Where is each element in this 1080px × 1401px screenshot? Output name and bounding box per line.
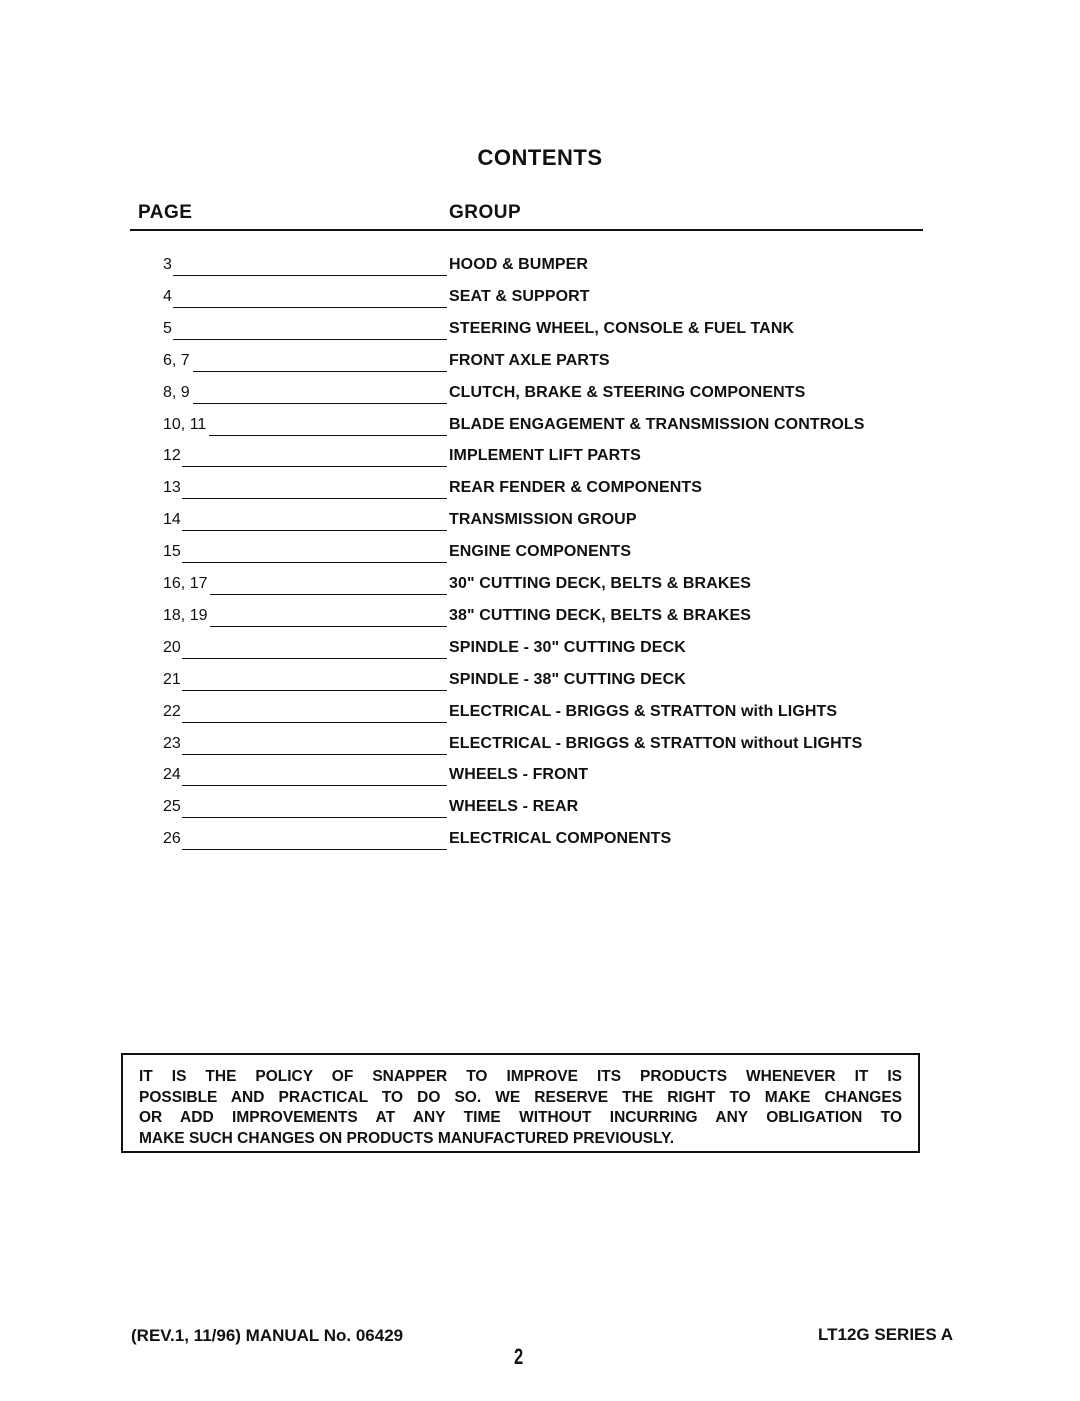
- entry-page-number: 15: [163, 543, 181, 561]
- entry-page-number: 5: [163, 319, 172, 337]
- entry-page-number: 18, 19: [163, 606, 208, 624]
- page-title: CONTENTS: [477, 145, 603, 170]
- contents-entry: [0, 479, 1080, 501]
- entry-page-number: 20: [163, 638, 181, 656]
- contents-entry: [0, 416, 1080, 438]
- contents-entry: [0, 511, 1080, 533]
- contents-entry: [0, 320, 1080, 342]
- entry-group-title: HOOD & BUMPER: [449, 256, 589, 273]
- contents-entry: [0, 735, 1080, 757]
- entry-leader-line: [182, 817, 447, 818]
- entry-page-number: 14: [163, 511, 181, 529]
- entry-group-title: ELECTRICAL - BRIGGS & STRATTON without LIGHTS: [449, 734, 863, 752]
- contents-entry: [0, 384, 1080, 406]
- entry-group-title: WHEELS - REAR: [449, 798, 579, 816]
- contents-entry: [0, 703, 1080, 725]
- entry-group-title: STEERING WHEEL, CONSOLE & FUEL TANK: [449, 319, 795, 337]
- entry-group-title: TRANSMISSION GROUP: [449, 511, 637, 529]
- entry-group-title: SPINDLE - 30" CUTTING DECK: [449, 638, 686, 656]
- entry-leader-line: [210, 594, 447, 595]
- entry-page-number: 23: [163, 734, 181, 752]
- entry-group-title: SEAT & SUPPORT: [449, 287, 590, 305]
- entry-leader-line: [182, 754, 447, 755]
- entry-leader-line: [182, 562, 447, 563]
- entry-page-number: 13: [163, 479, 181, 497]
- entry-leader-line: [182, 658, 447, 659]
- entry-page-number: 22: [163, 702, 181, 720]
- entry-group-title: 38" CUTTING DECK, BELTS & BRAKES: [449, 606, 752, 624]
- policy-notice-line: IT IS THE POLICY OF SNAPPER TO IMPROVE ITS PRODUCTS WHENEVER IT IS: [139, 1068, 902, 1085]
- series-label: LT12G SERIES A: [818, 1325, 954, 1344]
- entry-group-title: BLADE ENGAGEMENT & TRANSMISSION CONTROLS: [449, 415, 865, 433]
- entry-leader-line: [182, 466, 447, 467]
- entry-group-title: 30" CUTTING DECK, BELTS & BRAKES: [449, 575, 752, 592]
- entry-page-number: 10, 11: [163, 415, 207, 433]
- entry-page-number: 6, 7: [163, 351, 190, 369]
- entry-leader-line: [182, 498, 447, 499]
- contents-entry: [0, 575, 1080, 597]
- entry-page-number: 12: [163, 447, 181, 465]
- contents-entry: [0, 256, 1080, 278]
- contents-entry: [0, 447, 1080, 469]
- entry-leader-line: [182, 530, 447, 531]
- entry-group-title: FRONT AXLE PARTS: [449, 351, 610, 369]
- entry-leader-line: [182, 849, 447, 850]
- entry-group-title: ENGINE COMPONENTS: [449, 543, 632, 561]
- entry-leader-line: [210, 626, 447, 627]
- entry-group-title: WHEELS - FRONT: [449, 766, 589, 784]
- entry-leader-line: [173, 307, 447, 308]
- entry-leader-line: [193, 403, 447, 404]
- page-number: 2: [514, 1344, 524, 1369]
- entry-page-number: 24: [163, 766, 181, 784]
- entry-group-title: IMPLEMENT LIFT PARTS: [449, 447, 641, 465]
- policy-notice-line: MAKE SUCH CHANGES ON PRODUCTS MANUFACTURED PREVIOUSLY.: [139, 1129, 675, 1147]
- contents-entry: [0, 288, 1080, 310]
- contents-entry: [0, 766, 1080, 788]
- contents-entry: [0, 830, 1080, 852]
- entry-leader-line: [209, 435, 447, 436]
- column-header-group: GROUP: [449, 202, 522, 223]
- manual-revision: (REV.1, 11/96) MANUAL No. 06429: [131, 1326, 404, 1345]
- entry-leader-line: [182, 690, 447, 691]
- contents-entry: [0, 671, 1080, 693]
- contents-entry: [0, 798, 1080, 820]
- entry-page-number: 3: [163, 256, 172, 273]
- entry-group-title: ELECTRICAL - BRIGGS & STRATTON with LIGHTS: [449, 702, 838, 720]
- contents-entry: [0, 352, 1080, 374]
- entry-group-title: SPINDLE - 38" CUTTING DECK: [449, 670, 686, 688]
- header-divider: [130, 229, 923, 231]
- entry-leader-line: [182, 785, 447, 786]
- contents-entry: [0, 543, 1080, 565]
- entry-leader-line: [173, 275, 447, 276]
- entry-page-number: 8, 9: [163, 383, 190, 401]
- entry-page-number: 26: [163, 830, 181, 848]
- entry-group-title: CLUTCH, BRAKE & STEERING COMPONENTS: [449, 383, 806, 401]
- column-header-page: PAGE: [138, 202, 193, 223]
- entry-page-number: 4: [163, 287, 172, 305]
- entry-group-title: ELECTRICAL COMPONENTS: [449, 830, 672, 848]
- policy-notice-line: OR ADD IMPROVEMENTS AT ANY TIME WITHOUT INCURRING ANY OBLIGATION TO: [139, 1109, 902, 1126]
- entry-page-number: 16, 17: [163, 575, 208, 592]
- entry-page-number: 25: [163, 798, 181, 816]
- entry-leader-line: [182, 722, 447, 723]
- entry-leader-line: [193, 371, 447, 372]
- policy-notice-line: POSSIBLE AND PRACTICAL TO DO SO. WE RESERVE THE RIGHT TO MAKE CHANGES: [139, 1088, 902, 1106]
- contents-entry: [0, 607, 1080, 629]
- entry-page-number: 21: [163, 670, 181, 688]
- contents-entry: [0, 639, 1080, 661]
- policy-notice-box: [121, 1053, 920, 1153]
- entry-leader-line: [173, 339, 447, 340]
- entry-group-title: REAR FENDER & COMPONENTS: [449, 479, 703, 497]
